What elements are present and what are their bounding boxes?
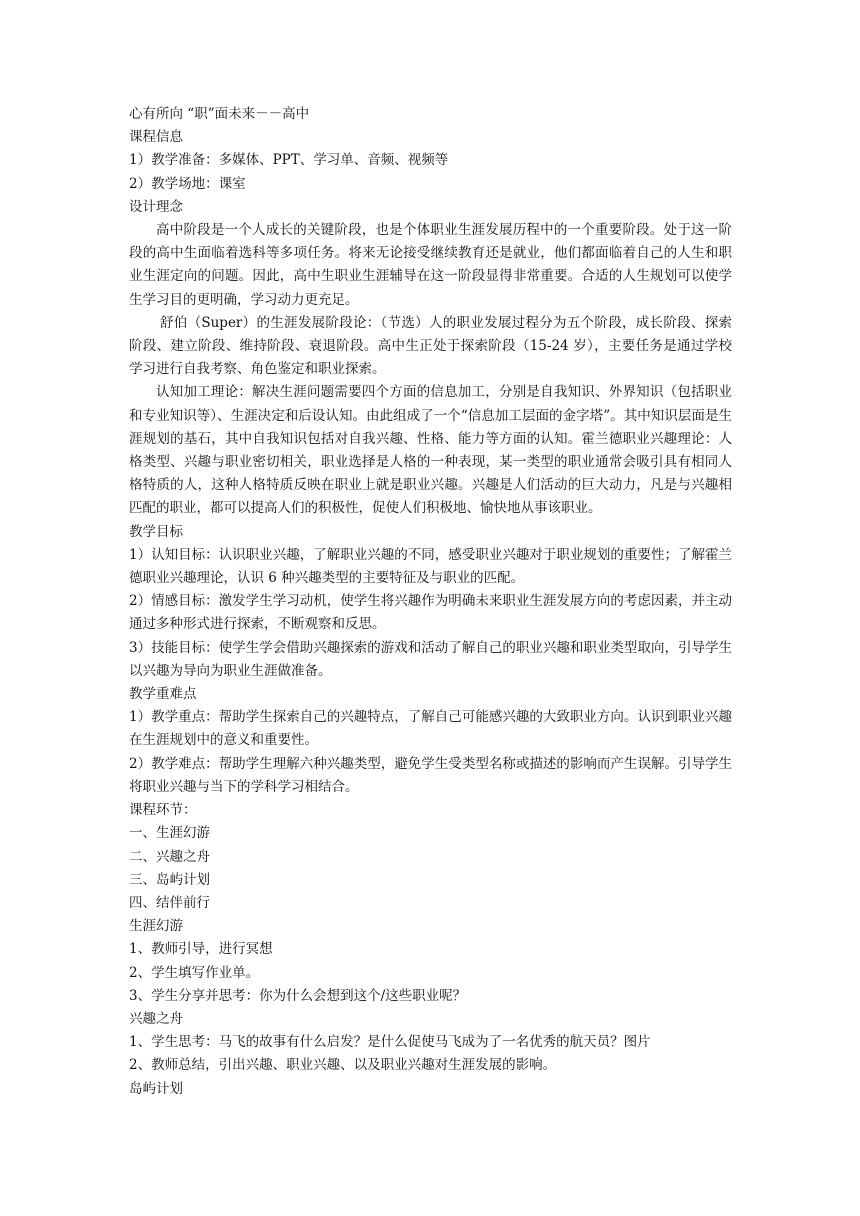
section-list-item: 四、结伴前行 <box>129 894 210 911</box>
section-list-item: 一、生涯幻游 <box>129 825 210 842</box>
design-paragraph: 舒伯（Super）的生涯发展阶段论：（节选）人的职业发展过程分为五个阶段，成长阶段、探索阶段、建立阶段、维持阶段、衰退阶段。高中生正处于探索阶段（15-24 岁），主要任务是通过学校学习进行自我考察、角色鉴定和职业探索。 <box>129 314 732 378</box>
goals-heading: 教学目标 <box>129 523 183 540</box>
section-list-item: 二、兴趣之舟 <box>129 848 210 865</box>
goal-item: 3）技能目标：使学生学会借助兴趣探索的游戏和活动了解自己的职业兴趣和职业类型取向，引导学生以兴趣为导向为职业生涯做准备。 <box>129 639 732 679</box>
design-heading: 设计理念 <box>129 198 183 215</box>
design-paragraph: 认知加工理论：解决生涯问题需要四个方面的信息加工，分别是自我知识、外界知识（包括职业和专业知识等）、生涯决定和后设认知。由此组成了一个“信息加工层面的金字塔”。其中知识层面是生涯规划的基石，其中自我知识包括对自我兴趣、性格、能力等方面的认知。霍兰德职业兴趣理论：人格类型、兴趣与职业密切相关，职业选择是人格的一种表现，某一类型的职业通常会吸引具有相同人格特质的人，这种人格特质反映在职业上就是职业兴趣。兴趣是人们活动的巨大动力，凡是与兴趣相匹配的职业，都可以提高人们的积极性，促使人们积极地、愉快地从事该职业。 <box>129 384 732 517</box>
key-point-item: 1）教学重点：帮助学生探索自己的兴趣特点，了解自己可能感兴趣的大致职业方向。认识到职业兴趣在生涯规划中的意义和重要性。 <box>129 709 732 749</box>
section-2-item: 1、学生思考：马飞的故事有什么启发？是什么促使马飞成为了一名优秀的航天员？图片 <box>129 1034 651 1051</box>
section-1-heading: 生涯幻游 <box>129 918 183 935</box>
key-point-item: 2）教学难点：帮助学生理解六种兴趣类型，避免学生受类型名称或描述的影响而产生误解。引导学生将职业兴趣与当下的学科学习相结合。 <box>129 755 732 795</box>
section-list-item: 三、岛屿计划 <box>129 871 210 888</box>
sections-heading: 课程环节： <box>129 802 197 819</box>
document-title: 心有所向 “职”面未来－－高中 <box>129 106 310 122</box>
section-1-item: 3、学生分享并思考：你为什么会想到这个/这些职业呢？ <box>129 987 467 1004</box>
section-3-heading: 岛屿计划 <box>129 1080 183 1097</box>
design-paragraph: 高中阶段是一个人成长的关键阶段，也是个体职业生涯发展历程中的一个重要阶段。处于这一阶段的高中生面临着选科等多项任务。将来无论接受继续教育还是就业，他们都面临着自己的人生和职业生涯定向的问题。因此，高中生职业生涯辅导在这一阶段显得非常重要。合适的人生规划可以使学生学习目的更明确，学习动力更充足。 <box>129 222 732 308</box>
document-page <box>129 103 732 1101</box>
key-points-heading: 教学重难点 <box>129 686 197 703</box>
course-info-item: 1）教学准备：多媒体、PPT、学习单、音频、视频等 <box>129 152 449 169</box>
course-info-item: 2）教学场地：课室 <box>129 175 246 192</box>
goal-item: 1）认知目标：认识职业兴趣，了解职业兴趣的不同，感受职业兴趣对于职业规划的重要性；了解霍兰德职业兴趣理论，认识 6 种兴趣类型的主要特征及与职业的匹配。 <box>129 546 732 587</box>
course-info-heading: 课程信息 <box>129 129 183 146</box>
section-1-item: 2、学生填写作业单。 <box>129 964 260 981</box>
section-2-item: 2、教师总结，引出兴趣、职业兴趣、以及职业兴趣对生涯发展的影响。 <box>129 1057 557 1074</box>
goal-item: 2）情感目标：激发学生学习动机，使学生将兴趣作为明确未来职业生涯发展方向的考虑因素，并主动通过多种形式进行探索，不断观察和反思。 <box>129 593 732 633</box>
section-1-item: 1、教师引导，进行冥想 <box>129 941 273 958</box>
section-2-heading: 兴趣之舟 <box>129 1010 183 1027</box>
